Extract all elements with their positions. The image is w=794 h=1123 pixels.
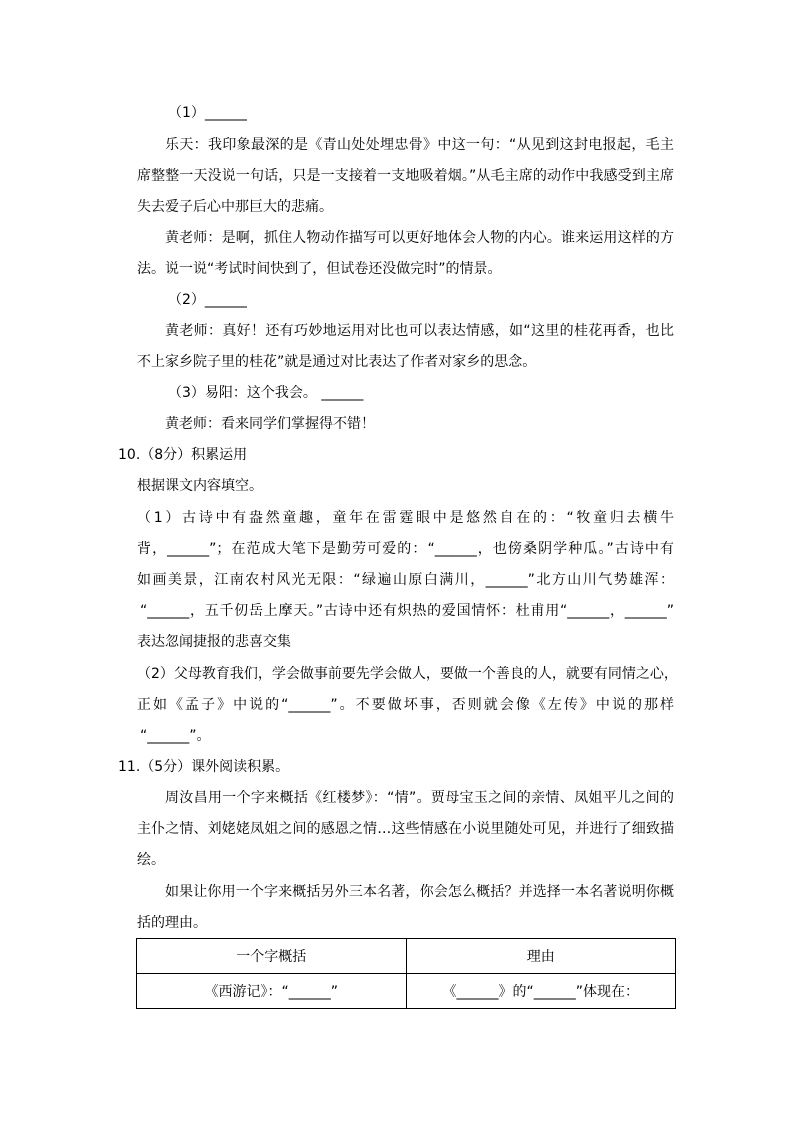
letian-line-3: 失去爱子后心中那巨大的悲痛。 [137, 199, 333, 215]
q10-part1-line-2: 背，______”；在范成大笔下是勤劳可爱的：“______，也傍桑阴学种瓜。”古诗中有 [137, 541, 674, 557]
dialogue-item-1-blank: （1）______ [168, 105, 247, 121]
q10-part1-line-5: 表达忽闻捷报的悲喜交集 [137, 634, 291, 650]
dialogue-item-3: （3）易阳：这个我会。 ______ [168, 385, 364, 401]
q10-instruction: 根据课文内容填空。 [137, 478, 263, 494]
teacher-line-1: 黄老师：是啊，抓住人物动作描写可以更好地体会人物的内心。谁来运用这样的方 [165, 230, 674, 246]
q10-part1-line-1: （1）古诗中有盎然童趣，童年在雷霆眼中是悠然自在的：“牧童归去横牛 [137, 510, 674, 526]
answer-table [136, 938, 676, 1009]
q11-para2-line-1: 如果让你用一个字来概括另外三本名著，你会怎么概括？并选择一本名著说明你概 [165, 884, 674, 900]
table-header-cell: 理由 [406, 939, 676, 974]
letian-line-2: 席整整一天没说一句话，只是一支接着一支地吸着烟。”从毛主席的动作中我感受到主席 [137, 168, 674, 184]
q10-header: 10.（8分）积累运用 [118, 447, 248, 463]
q11-para1-line-1: 周汝昌用一个字来概括《红楼梦》：“情”。贾母宝玉之间的亲情、凤姐平儿之间的 [165, 790, 674, 806]
q10-part2-line-3: “______”。 [140, 728, 211, 744]
table-cell: 《______》的“______”体现在： [406, 974, 676, 1009]
q10-part1-line-4: “______，五千仞岳上摩天。”古诗中还有炽热的爱国情怀：杜甫用“______，______” [140, 603, 674, 619]
table-cell: 《西游记》：“______” [137, 974, 407, 1009]
teacher-line-4: 不上家乡院子里的桂花”就是通过对比表达了作者对家乡的思念。 [137, 354, 537, 370]
letian-line-1: 乐天：我印象最深的是《青山处处埋忠骨》中这一句：“从见到这封电报起，毛主 [165, 137, 674, 153]
dialogue-item-2-blank: （2）______ [168, 292, 247, 308]
teacher-line-2: 法。说一说“考试时间快到了，但试卷还没做完时”的情景。 [137, 261, 502, 277]
q11-para1-line-2: 主仆之情、刘姥姥凤姐之间的感恩之情…这些情感在小说里随处可见，并进行了细致描 [137, 821, 674, 837]
table-header-cell: 一个字概括 [137, 939, 407, 974]
q11-para2-line-2: 括的理由。 [137, 915, 207, 931]
q11-para1-line-3: 绘。 [137, 852, 165, 868]
q10-part1-line-3: 如画美景，江南农村风光无限：“绿遍山原白满川，______”北方山川气势雄浑： [137, 572, 674, 588]
teacher-line-5: 黄老师：看来同学们掌握得不错！ [165, 416, 375, 432]
q11-header: 11.（5分）课外阅读积累。 [118, 759, 290, 775]
q10-part2-line-1: （2）父母教育我们，学会做事前要先学会做人，要做一个善良的人，就要有同情之心， [137, 666, 678, 682]
teacher-line-3: 黄老师：真好！还有巧妙地运用对比也可以表达情感，如“这里的桂花再香，也比 [165, 323, 674, 339]
table-row [137, 974, 676, 1009]
q10-part2-line-2: 正如《孟子》中说的“______”。不要做坏事，否则就会像《左传》中说的那样 [137, 697, 674, 713]
table-header-row [137, 939, 676, 974]
